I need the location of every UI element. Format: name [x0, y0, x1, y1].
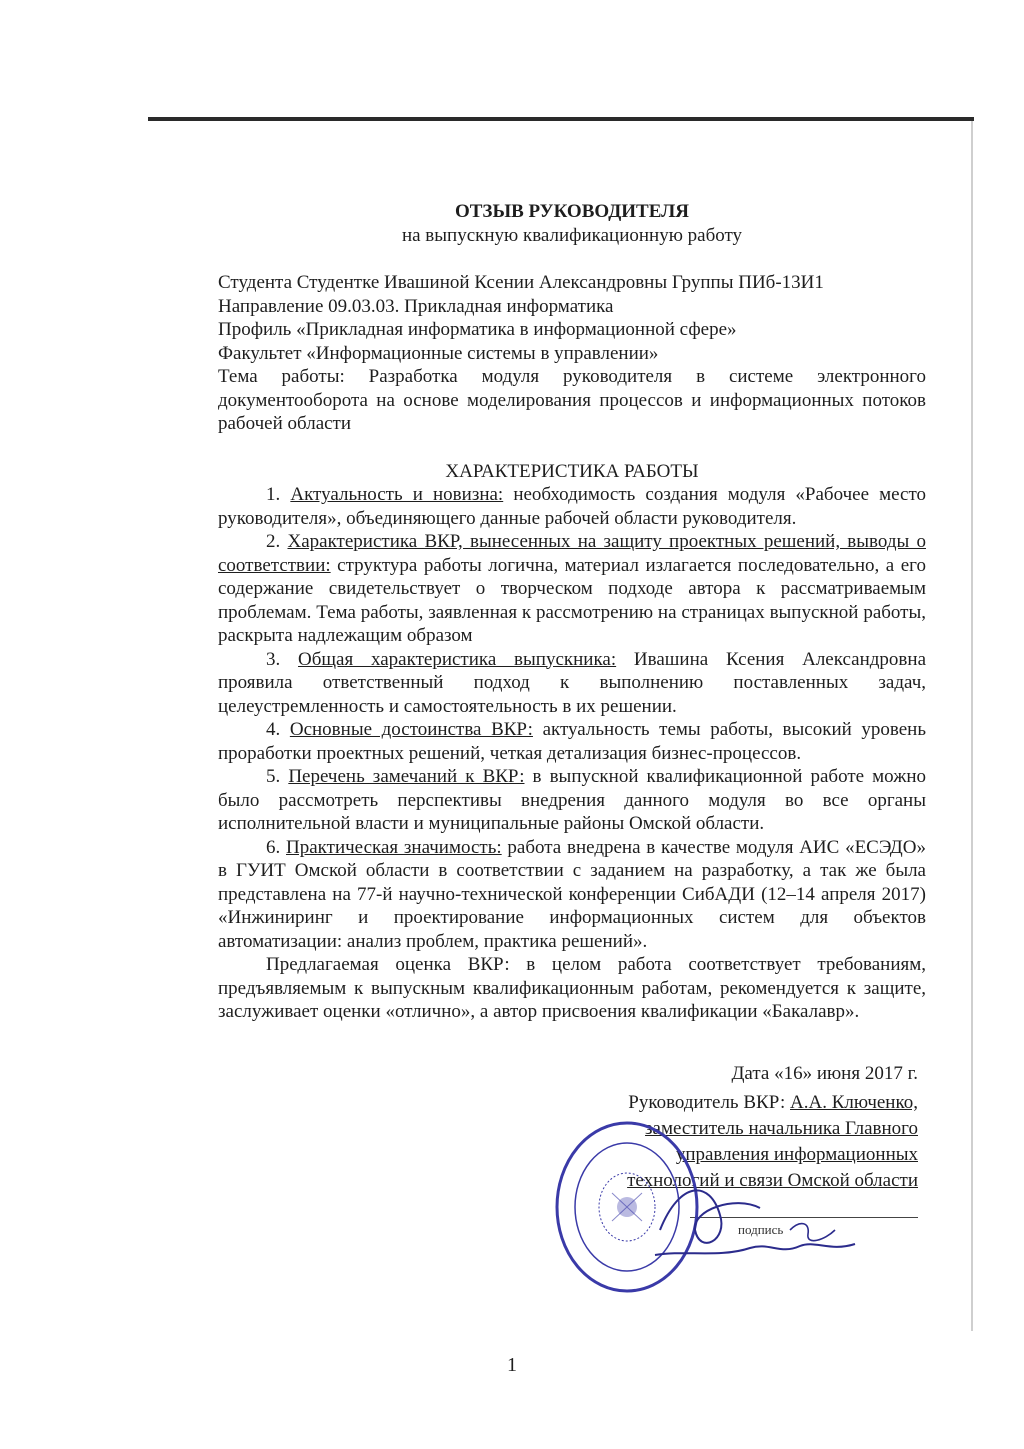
item-text: актуальность темы работы, высокий уровень проработки проектных решений, четкая детализация бизнес-процессов. — [218, 719, 927, 764]
position-line: технологий и связи Омской области — [627, 1170, 918, 1191]
profile-line: Профиль «Прикладная информатика в информационной сфере» — [218, 319, 737, 340]
list-item: 3. Общая характеристика выпускника: Ивашина Ксения Александровна проявила ответственный подход к выполнению поставленных задач, целеустремленность и самостоятельность в их решении. — [218, 648, 926, 717]
signature-caption: подпись — [738, 1222, 784, 1237]
item-text: Ивашина Ксения Александровна проявила ответственный подход к выполнению поставленных задач, целеустремленность и самостоятельность в их решении. — [218, 648, 926, 717]
position-line: управления информационных — [675, 1144, 918, 1165]
list-item: 2. Характеристика ВКР, вынесенных на защиту проектных решений, выводы о соответствии: структура работы логична, материал излагается последовательно, а его содержание свидетельствует о творческом подходе автора к рассматриваемым проблемам. Тема работы, заявленная к рассмотрению на страницах выпускной работы, раскрыта надлежащим образом — [218, 531, 926, 646]
student-line: Студента Студентке Ивашиной Ксении Александровны Группы ПИб-13И1 — [218, 272, 824, 293]
item-text: в выпускной квалификационной работе можно было рассмотреть перспективы внедрения данного модуля во все органы исполнительной власти и муниципальные районы Омской области. — [218, 766, 926, 834]
item-text: работа внедрена в качестве модуля АИС «ЕСЭДО» в ГУИТ Омской области в соответствии с заданием на разработку, а так же была представлена на 77-й научно-технической конференции СибАДИ (12–14 апреля 2017) «Инжиниринг и проектирование информационных систем для объектов автоматизации: анализ проблем, практика решений». — [218, 836, 926, 952]
list-item: 6. Практическая значимость: работа внедрена в качестве модуля АИС «ЕСЭДО» в ГУИТ Омской области в соответствии с заданием на разработку, а так же была представлена на 77-й научно-технической конференции СибАДИ (12–14 апреля 2017) «Инжиниринг и проектирование информационных систем для объектов автоматизации: анализ проблем, практика решений». — [218, 836, 926, 952]
position-line: заместитель начальника Главного — [645, 1118, 918, 1139]
item-heading: Перечень замечаний к ВКР: — [288, 766, 525, 787]
document-title: ОТЗЫВ РУКОВОДИТЕЛЯ — [454, 201, 690, 222]
page-number: 1 — [507, 1354, 517, 1376]
topic-line: Тема работы: Разработка модуля руководителя в системе электронного документооборота на основе моделирования процессов и информационных потоков рабочей области — [218, 366, 926, 434]
item-heading: Основные достоинства ВКР: — [289, 719, 533, 740]
item-heading: Общая характеристика выпускника: — [298, 648, 617, 670]
characteristics-list — [218, 483, 926, 953]
direction-line: Направление 09.03.03. Прикладная информатика — [218, 295, 614, 317]
review-document — [218, 200, 926, 1024]
item-heading: Актуальность и новизна: — [290, 484, 504, 505]
list-item: 5. Перечень замечаний к ВКР: в выпускной квалификационной работе можно было рассмотреть перспективы внедрения данного модуля во все органы исполнительной власти и муниципальные районы Омской области. — [218, 766, 926, 834]
handwritten-signature — [640, 1160, 880, 1270]
item-text: необходимость создания модуля «Рабочее место руководителя», объединяющего данные рабочей области руководителя. — [218, 484, 927, 529]
closing-assessment: Предлагаемая оценка ВКР: в целом работа соответствует требованиям, предъявляемым к выпускным квалификационным работам, рекомендуется к защите, заслуживает оценки «отлично», а автор присвоения квалификации «Бакалавр». — [218, 954, 926, 1022]
item-heading: Практическая значимость: — [286, 836, 502, 858]
document-subtitle: на выпускную квалификационную работу — [401, 224, 743, 246]
scan-top-border — [148, 117, 974, 121]
supervisor-line: Руководитель ВКР: А.А. Ключенко, — [628, 1092, 918, 1113]
list-item: 4. Основные достоинства ВКР: актуальность темы работы, высокий уровень проработки проектных решений, четкая детализация бизнес-процессов. — [218, 719, 927, 764]
supervisor-name: А.А. Ключенко, — [790, 1092, 918, 1113]
list-item: 1. Актуальность и новизна: необходимость создания модуля «Рабочее место руководителя», объединяющего данные рабочей области руководителя. — [218, 484, 927, 529]
item-text: структура работы логична, материал излагается последовательно, а его содержание свидетельствует о творческом подходе автора к рассматриваемым проблемам. Тема работы, заявленная к рассмотрению на страницах выпускной работы, раскрыта надлежащим образом — [218, 554, 926, 646]
scan-right-edge — [971, 121, 973, 1331]
student-info — [218, 271, 926, 436]
document-date: Дата «16» июня 2017 г. — [731, 1063, 918, 1084]
section-title: ХАРАКТЕРИСТИКА РАБОТЫ — [445, 460, 699, 482]
faculty-line: Факультет «Информационные системы в управлении» — [218, 342, 659, 364]
item-heading: Характеристика ВКР, вынесенных на защиту проектных решений, выводы о соответствии: — [218, 531, 926, 576]
